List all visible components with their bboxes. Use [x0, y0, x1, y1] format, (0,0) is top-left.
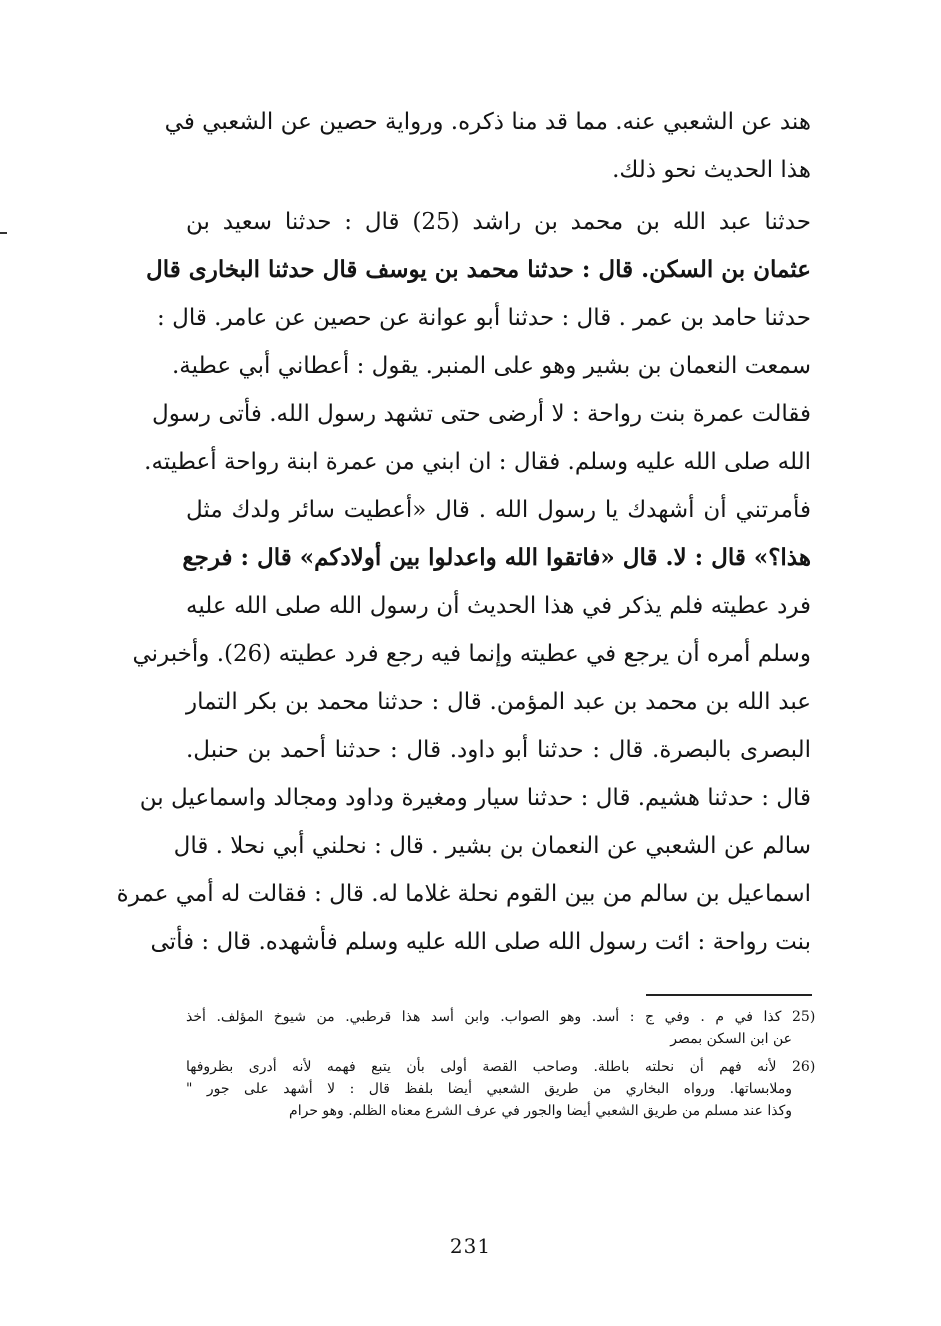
text-line: وسلم أمره أن يرجع في عطيته وإنما فيه رجع فرد عطيته (26). وأخبرني [132, 641, 811, 667]
text-line: البصرى بالبصرة. قال : حدثنا أبو داود. قال : حدثنا أحمد بن حنبل. [186, 737, 811, 763]
text-line: عثمان بن السكن. قال : حدثنا محمد بن يوسف قال حدثنا البخارى قال [145, 256, 811, 283]
scan-artifact-mark [0, 232, 7, 234]
text-line: الله صلى الله عليه وسلم. فقال : ان ابني من عمرة ابنة رواحة أعطيته. [144, 449, 811, 475]
footnote-text: كذا في م . وفي ج : أسد. وهو الصواب. وابن أسد هذا قرطبي. من شيوخ المؤلف. أخذ [186, 1009, 782, 1025]
footnote-text: وملابساتها. ورواه البخاري من طريق الشعبي أيضا بلفظ قال : لا أشهد على جور " [186, 1081, 792, 1097]
text-line: حدثنا عبد الله بن محمد بن راشد (25) قال : حدثنا سعيد بن [186, 209, 811, 235]
footnote-number: 26) [792, 1059, 816, 1075]
text-line: فرد عطيته فلم يذكر في هذا الحديث أن رسول الله صلى الله عليه [186, 593, 811, 619]
footnote-26 [186, 1056, 822, 1122]
text-line: حدثنا حامد بن عمر . قال : حدثنا أبو عوانة عن حصين عن عامر. قال : [157, 305, 811, 331]
footnote-text: عن ابن السكن بمصر [670, 1031, 792, 1047]
text-line: بنت رواحة : ائت رسول الله صلى الله عليه وسلم فأشهده. قال : فأتى [150, 929, 811, 955]
paragraph-hadith-chain [116, 198, 811, 966]
text-line: فقالت عمرة بنت رواحة : لا أرضى حتى تشهد رسول الله. فأتى رسول [152, 401, 811, 427]
footnote-text: وكذا عند مسلم من طريق الشعبي أيضا والجور في عرف الشرع معناه الظلم. وهو حرام [289, 1103, 792, 1119]
footnote-25 [186, 1006, 822, 1050]
footnote-separator [646, 994, 812, 996]
text-line: فأمرتني أن أشهدك يا رسول الله . قال «أعطيت سائر ولدك مثل [186, 497, 811, 523]
paragraph-continuation [164, 98, 811, 194]
text-line: هند عن الشعبي عنه. مما قد منا ذكره. ورواية حصين عن الشعبي في [164, 109, 811, 135]
text-line: اسماعيل بن سالم من بين القوم نحلة غلاما له. قال : فقالت له أمي عمرة [116, 881, 811, 907]
text-line: هذا الحديث نحو ذلك. [612, 157, 811, 183]
text-line: قال : حدثنا هشيم. قال : حدثنا سيار ومغيرة وداود ومجالد واسماعيل بن [139, 785, 811, 811]
text-line: سمعت النعمان بن بشير وهو على المنبر. يقول : أعطاني أبي عطية. [171, 353, 811, 379]
text-line: هذا؟» قال : لا. قال «فاتقوا الله واعدلوا بين أولادكم» قال : فرجع [182, 544, 811, 571]
footnote-text: لأنه فهم أن نحلته باطلة. وصاحب القصة أولى بأن يتبع فهمه لأنه أدرى بظروفها [186, 1059, 777, 1075]
text-line: سالم عن الشعبي عن النعمان بن بشير . قال : نحلني أبي نحلا . قال [173, 833, 811, 859]
text-line: عبد الله بن محمد بن عبد المؤمن. قال : حدثنا محمد بن بكر التمار [186, 689, 811, 715]
footnotes [186, 1006, 822, 1122]
footnote-number: 25) [792, 1009, 816, 1025]
page-number: 231 [449, 1234, 492, 1258]
